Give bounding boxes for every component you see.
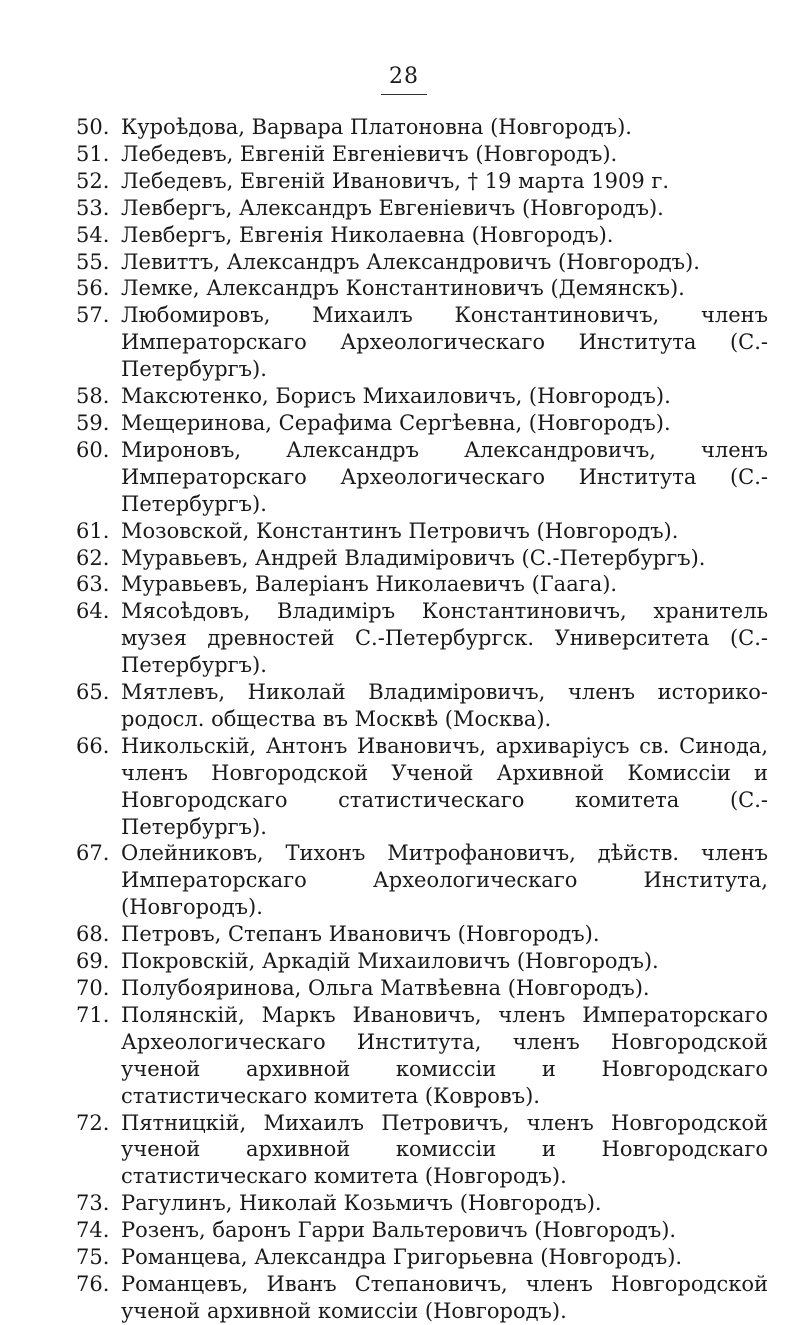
entry-text: Олейниковъ, Тихонъ Митрофановичъ, дѣйств. членъ Императорскаго Археологическаго Института, (Новгородъ). xyxy=(121,841,768,920)
entry-text: Мещеринова, Серафима Сергѣевна, (Новгородъ). xyxy=(121,410,671,435)
entry-text: Лебедевъ, Евгеній Евгеніевичъ (Новгородъ). xyxy=(121,141,618,166)
entry-number: 54. xyxy=(76,222,110,247)
entry-number: 69. xyxy=(76,949,110,974)
list-item xyxy=(0,275,808,302)
entry-number: 61. xyxy=(76,518,110,543)
entry-text: Рагулинъ, Николай Козьмичъ (Новгородъ). xyxy=(121,1191,602,1216)
entry-text: Покровскій, Аркадій Михаиловичъ (Новгородъ). xyxy=(121,949,659,974)
list-item xyxy=(0,410,808,437)
list-item xyxy=(0,383,808,410)
entry-number: 67. xyxy=(76,841,110,866)
list-item xyxy=(0,249,808,276)
entry-text: Розенъ, баронъ Гарри Вальтеровичъ (Новгородъ). xyxy=(121,1218,677,1243)
entry-text: Максютенко, Борисъ Михаиловичъ, (Новгородъ). xyxy=(121,384,671,409)
list-item xyxy=(0,1190,808,1217)
list-item xyxy=(0,1217,808,1244)
list-item xyxy=(0,1244,808,1271)
list-item xyxy=(0,948,808,975)
entry-text: Петровъ, Степанъ Ивановичъ (Новгородъ). xyxy=(121,922,600,947)
list-item xyxy=(0,598,808,679)
entry-text: Романцева, Александра Григорьевна (Новгородъ). xyxy=(121,1245,683,1270)
entry-text: Полубояринова, Ольга Матвѣевна (Новгородъ). xyxy=(121,976,650,1000)
entry-text: Мясоѣдовъ, Владиміръ Константиновичъ, хранитель музея древностей С.-Петербургск. Университета (С.-Петербургъ). xyxy=(121,599,768,678)
entry-number: 58. xyxy=(76,384,110,409)
list-item xyxy=(0,518,808,545)
entry-number: 60. xyxy=(76,437,110,462)
list-item xyxy=(0,840,808,921)
list-item xyxy=(0,114,808,141)
list-item xyxy=(0,545,808,572)
entry-number: 56. xyxy=(76,276,110,301)
list-item xyxy=(0,571,808,598)
entry-number: 72. xyxy=(76,1110,110,1135)
list-item xyxy=(0,1110,808,1191)
list-item xyxy=(0,1002,808,1110)
entry-text: Муравьевъ, Валеріанъ Николаевичъ (Гаага). xyxy=(121,572,618,597)
entry-text: Левбергъ, Евгенія Николаевна (Новгородъ). xyxy=(121,222,614,247)
entry-number: 63. xyxy=(76,572,110,597)
entry-number: 57. xyxy=(76,303,110,328)
entry-text: Пятницкій, Михаилъ Петровичъ, членъ Новгородской ученой архивной комиссіи и Новгородскаго статистическаго комитета (Новгородъ). xyxy=(121,1110,768,1189)
entry-text: Полянскій, Маркъ Ивановичъ, членъ Императорскаго Археологическаго Института, членъ Новгородской ученой архивной комиссіи и Новгородскаго статистическаго комитета (Ковровъ). xyxy=(121,1002,768,1108)
member-list xyxy=(0,114,808,1325)
entry-number: 76. xyxy=(76,1271,110,1296)
entry-text: Мироновъ, Александръ Александровичъ, членъ Императорскаго Археологическаго Института (С.-Петербургъ). xyxy=(121,437,768,516)
entry-text: Романцевъ, Иванъ Степановичъ, членъ Новгородской ученой архивной комиссіи (Новгородъ). xyxy=(121,1271,768,1323)
entry-number: 70. xyxy=(76,976,110,1000)
entry-number: 62. xyxy=(76,545,110,570)
entry-number: 71. xyxy=(76,1002,110,1027)
entry-number: 66. xyxy=(76,733,110,758)
list-item xyxy=(0,168,808,195)
entry-text: Куроѣдова, Варвара Платоновна (Новгородъ). xyxy=(121,115,632,139)
list-item xyxy=(0,222,808,249)
list-item xyxy=(0,733,808,841)
entry-number: 59. xyxy=(76,410,110,435)
entry-number: 55. xyxy=(76,249,110,274)
list-item xyxy=(0,921,808,948)
list-item xyxy=(0,195,808,222)
entry-number: 51. xyxy=(76,141,110,166)
entry-text: Мятлевъ, Николай Владиміровичъ, членъ историко-родосл. общества въ Москвѣ (Москва). xyxy=(121,680,768,731)
entry-number: 75. xyxy=(76,1245,110,1270)
list-item xyxy=(0,679,808,733)
entry-text: Никольскій, Антонъ Ивановичъ, архиваріусъ св. Синода, членъ Новгородской Ученой Архивной Комиссіи и Новгородскаго статистическаго комитета (С.-Петербургъ). xyxy=(121,733,768,839)
entry-number: 52. xyxy=(76,168,110,193)
entry-text: Любомировъ, Михаилъ Константиновичъ, членъ Императорскаго Археологическаго Института (С.-Петербургъ). xyxy=(121,303,768,382)
list-item xyxy=(0,437,808,518)
entry-number: 74. xyxy=(76,1218,110,1243)
entry-number: 50. xyxy=(76,115,110,139)
entry-text: Левиттъ, Александръ Александровичъ (Новгородъ). xyxy=(121,249,700,274)
page-number-rule xyxy=(381,94,427,95)
list-item xyxy=(0,1271,808,1325)
entry-number: 73. xyxy=(76,1191,110,1216)
list-item xyxy=(0,975,808,1002)
entry-text: Мозовской, Константинъ Петровичъ (Новгородъ). xyxy=(121,518,679,543)
page-number: 28 xyxy=(389,64,419,89)
list-item xyxy=(0,302,808,383)
entry-text: Лебедевъ, Евгеній Ивановичъ, † 19 марта 1909 г. xyxy=(121,168,670,193)
entry-number: 65. xyxy=(76,680,110,705)
entry-number: 68. xyxy=(76,922,110,947)
list-item xyxy=(0,141,808,168)
entry-number: 53. xyxy=(76,195,110,220)
entry-text: Левбергъ, Александръ Евгеніевичъ (Новгородъ). xyxy=(121,195,664,220)
entry-text: Муравьевъ, Андрей Владиміровичъ (С.-Петербургъ). xyxy=(121,545,706,570)
entry-text: Лемке, Александръ Константиновичъ (Демянскъ). xyxy=(121,276,685,301)
entry-number: 64. xyxy=(76,599,110,624)
